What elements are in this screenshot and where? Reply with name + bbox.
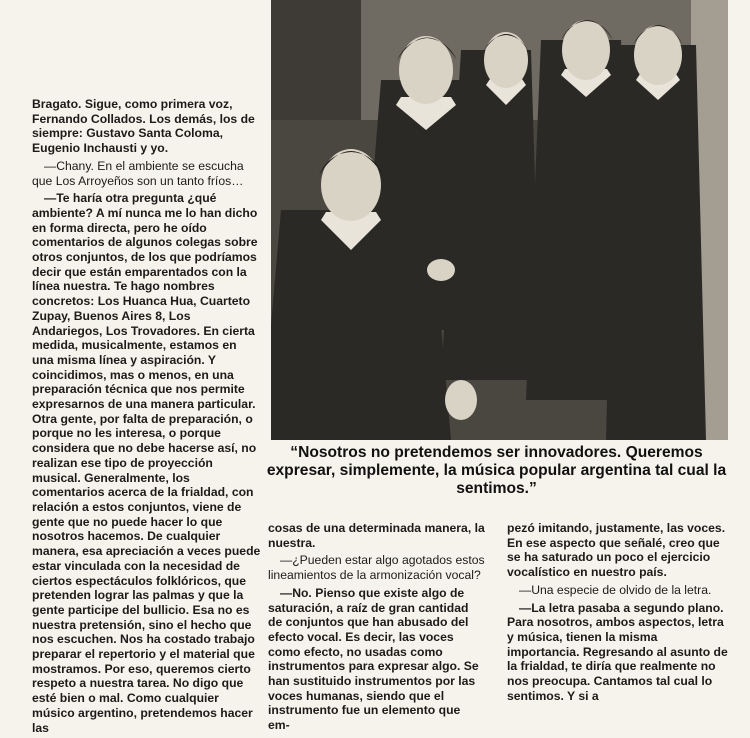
paragraph: pezó imitando, justamente, las voces. En ese aspecto que señalé, creo que se ha saturado un poco el ejercicio vocalístico en nuestro país.	[507, 521, 726, 580]
group-photo	[271, 0, 728, 440]
photo-caption-quote: “Nosotros no pretendemos ser innovadores. Queremos expresar, simplemente, la música popular argentina tal cual la sentimos.”	[266, 444, 727, 497]
text-column-left	[32, 97, 261, 738]
paragraph: cosas de una determinada manera, la nuestra.	[268, 521, 485, 550]
text-column-right	[507, 521, 729, 706]
question-paragraph: —Una especie de olvido de la letra.	[519, 582, 712, 597]
answer-paragraph: —No. Pienso que existe algo de saturación, a raíz de gran cantidad de conjuntos que han abusado del efecto vocal. Es decir, las voces como efecto, no usadas como instrumentos para expresar algo. Se han sustituido instrumentos por las voces humanas, siendo que el instrumento fue un elemento que em-	[268, 585, 479, 733]
answer-paragraph: —La letra pasaba a segundo plano. Para nosotros, ambos aspectos, letra y música, tienen la misma importancia. Regresando al asunto de la frialdad, te diría que realmente no nos preocupa. Cantamos tal cual lo sentimos. Y si a	[507, 600, 728, 703]
question-paragraph: —¿Pueden estar algo agotados estos lineamientos de la armonización vocal?	[268, 553, 485, 583]
text-column-middle	[268, 521, 485, 736]
question-paragraph: —Chany. En el ambiente se escucha que Los Arroyeños son un tanto fríos…	[32, 158, 244, 188]
answer-paragraph: —Te haría otra pregunta ¿qué ambiente? A mí nunca me lo han dicho en forma directa, pero he oído comentarios de algunos colegas sobre otros conjuntos, de los que podríamos decir que están emparentados con la línea nuestra. Te hago nombres concretos: Los Huanca Hua, Cuarteto Zupay, Buenos Aires 8, Los Andariegos, Los Trovadores. En cierta medida, musicalmente, estamos en una misma línea y aspiración. Y coincidimos, mas o menos, en una preparación técnica que nos permite expresarnos de una manera particular. Otra gente, por falta de preparación, o porque no les interesa, o porque considera que no debe hacerse así, no realizan ese tipo de proyección musical. Generalmente, los comentarios acerca de la frialdad, con relación a estos conjuntos, viene de gente que no puede hacer lo que nosotros hacemos. De cualquier manera, esa apreciación a veces puede estar vinculada con la necesidad de ciertos espectáculos folklóricos, que pretenden lograr las palmas y que la gente participe del bullicio. Esa no es nuestra pretensión, sino el hecho que nos escuchen. Nos ha costado trabajo preparar el repertorio y el material que mostramos. Por eso, queremos cierto respeto a nuestra tarea. No digo que esté bien o mal. Como cualquier músico argentino, pretendemos hacer las	[32, 191, 261, 735]
paragraph: Bragato. Sigue, como primera voz, Fernando Collados. Los demás, los de siempre: Gustavo Santa Coloma, Eugenio Inchausti y yo.	[32, 97, 255, 156]
